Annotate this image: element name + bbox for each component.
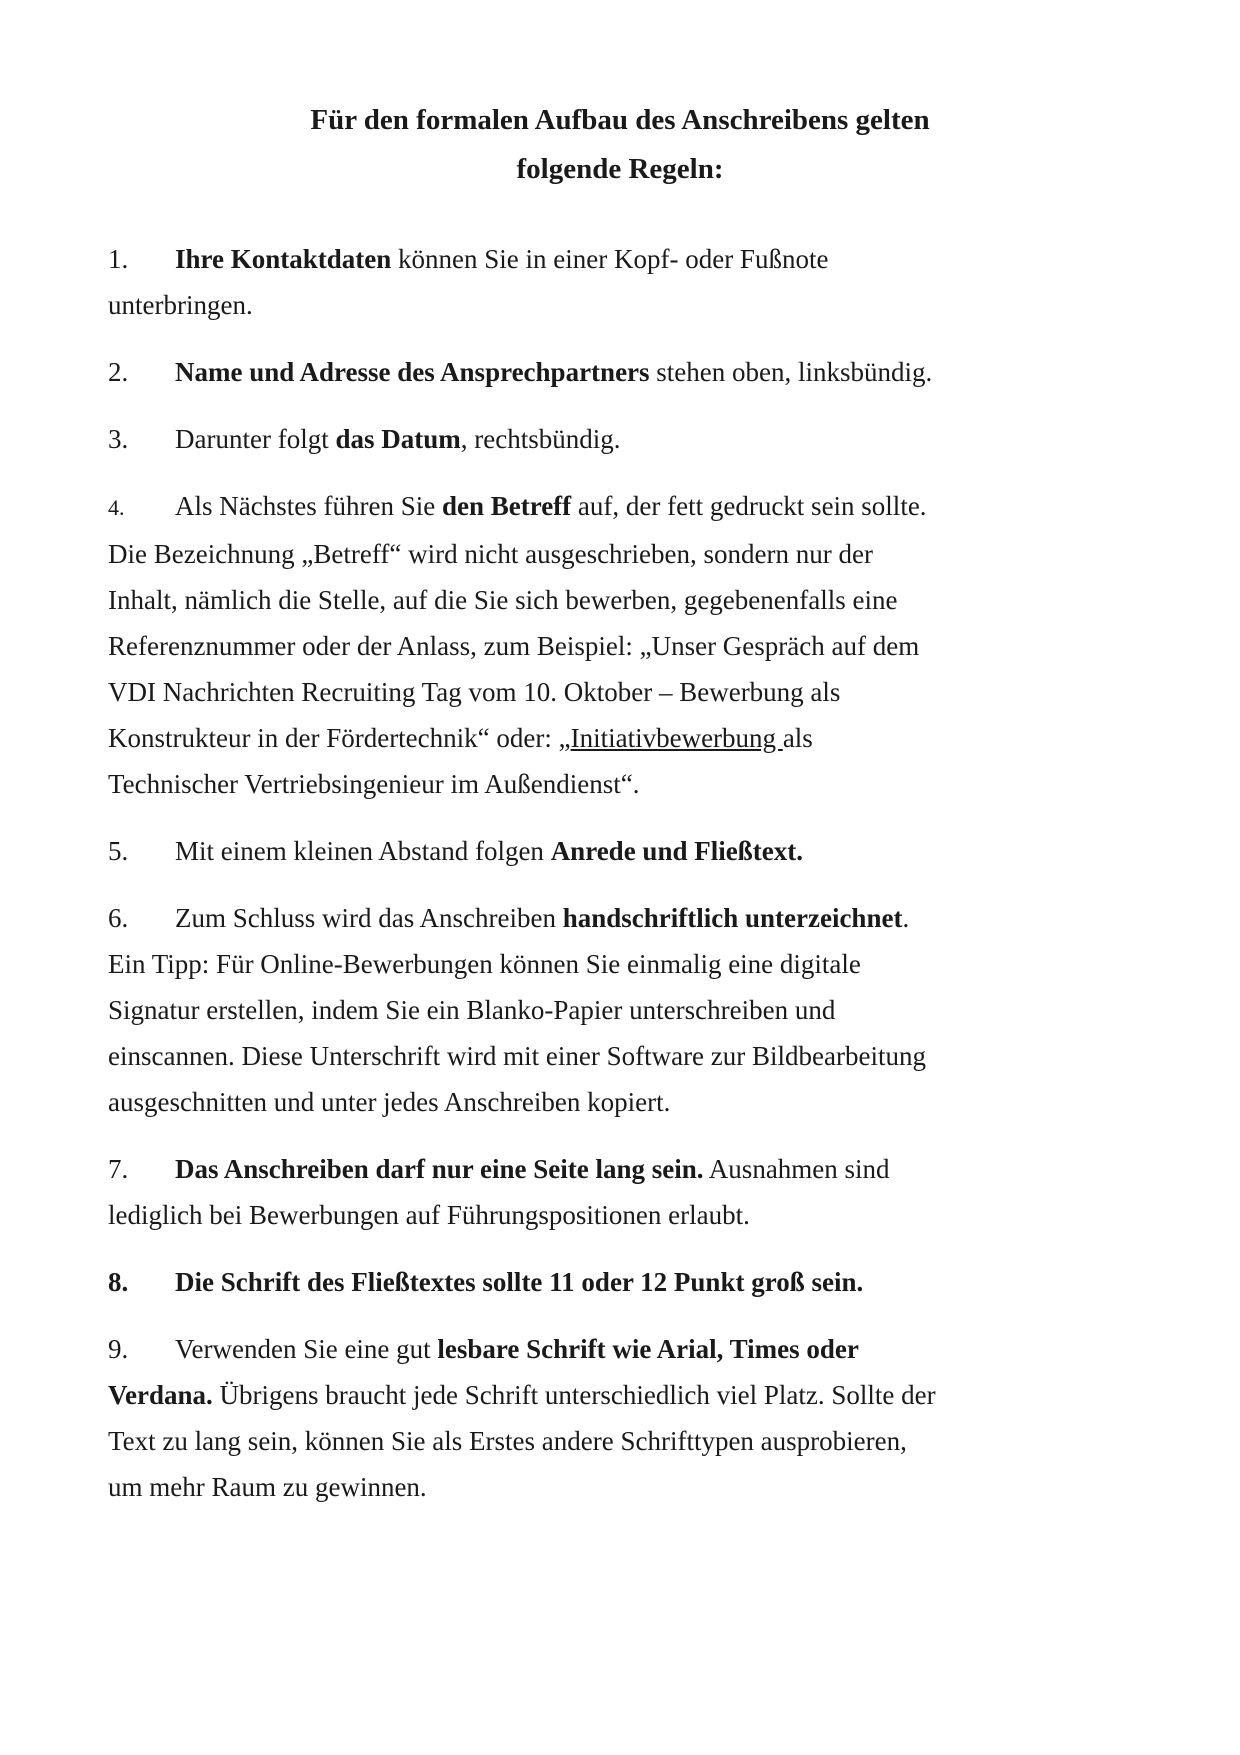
list-item-5 [108, 828, 938, 874]
item-4-bold-text: den Betreff [441, 491, 572, 521]
item-9-text-end: Übrigens braucht jede Schrift unterschiedlich viel Platz. Sollte der Text zu lang sein, können Sie als Erstes andere Schrifttypen ausprobieren, um mehr Raum zu gewinnen. [108, 1380, 936, 1502]
item-3-text-end: , rechtsbündig. [460, 424, 621, 454]
item-8-bold-text: Die Schrift des Fließtextes sollte 11 oder 12 Punkt groß sein. [175, 1267, 864, 1297]
item-1-bold-text: Ihre Kontaktdaten [175, 244, 392, 274]
item-4-text-mid: auf, der fett gedruckt sein sollte. Die Bezeichnung „Betreff“ wird nicht ausgeschrieben, sondern nur der Inhalt, nämlich die Stelle, auf die Sie sich bewerben, gegebenenfalls eine Referenznummer oder der Anlass, zum Beispiel: „Unser Gespräch auf dem VDI Nachrichten Recruiting Tag vom 10. Oktober – Bewerbung als Konstrukteur in der Fördertechnik“ oder: „ [108, 491, 927, 753]
item-7-bold-text: Das Anschreiben darf nur eine Seite lang sein. [175, 1154, 704, 1184]
list-item-1 [108, 236, 938, 328]
item-6-text-end: . Ein Tipp: Für Online-Bewerbungen können Sie einmalig eine digitale Signatur erstellen, indem Sie ein Blanko-Papier unterschreiben und einscannen. Diese Unterschrift wird mit einer Software zur Bildbearbeitung ausgeschnitten und unter jedes Anschreiben kopiert. [108, 903, 926, 1117]
item-5-text: Mit einem kleinen Abstand folgen [175, 836, 551, 866]
item-6-bold-text: handschriftlich unterzeichnet [562, 903, 903, 933]
list-item-8 [108, 1259, 938, 1305]
item-2-text: stehen oben, linksbündig. [649, 357, 933, 387]
item-4-text-end: als Technischer Vertriebsingenieur im Außendienst“. [108, 723, 813, 799]
item-6-number: 6. [108, 903, 129, 933]
item-9-bold-text: lesbare Schrift wie Arial, Times oder Verdana. [108, 1334, 859, 1410]
item-2-number: 2. [108, 357, 129, 387]
item-3-bold-text: das Datum [335, 424, 461, 454]
item-4-text: Als Nächstes führen Sie [175, 491, 442, 521]
list-item-4 [108, 483, 938, 807]
item-3-number: 3. [108, 424, 129, 454]
item-1-text: können Sie in einer Kopf- oder Fußnote unterbringen. [108, 244, 829, 320]
item-2-bold-text: Name und Adresse des Ansprechpartners [175, 357, 650, 387]
item-9-number: 9. [108, 1334, 129, 1364]
item-5-number: 5. [108, 836, 129, 866]
document-title-line-1: Für den formalen Aufbau des Anschreibens gelten [310, 104, 930, 136]
item-7-number: 7. [108, 1154, 129, 1184]
rules-list [108, 236, 938, 1510]
item-9-text: Verwenden Sie eine gut [175, 1334, 438, 1364]
list-item-6 [108, 895, 938, 1125]
item-1-number: 1. [108, 244, 129, 274]
list-item-2 [108, 349, 938, 395]
list-item-9 [108, 1326, 938, 1510]
item-3-text: Darunter folgt [175, 424, 336, 454]
item-4-number: 4. [108, 495, 125, 520]
list-item-3 [108, 416, 938, 462]
item-4-underlined-text: Initiativbewerbung [570, 723, 783, 753]
item-6-text: Zum Schluss wird das Anschreiben [175, 903, 563, 933]
document-title [0, 0, 1240, 194]
item-5-bold-text: Anrede und Fließtext. [550, 836, 803, 866]
document-title-line-2: folgende Regeln: [516, 153, 724, 185]
item-7-text: Ausnahmen sind lediglich bei Bewerbungen auf Führungspositionen erlaubt. [108, 1154, 890, 1230]
list-item-7 [108, 1146, 938, 1238]
item-8-number: 8. [108, 1267, 129, 1297]
